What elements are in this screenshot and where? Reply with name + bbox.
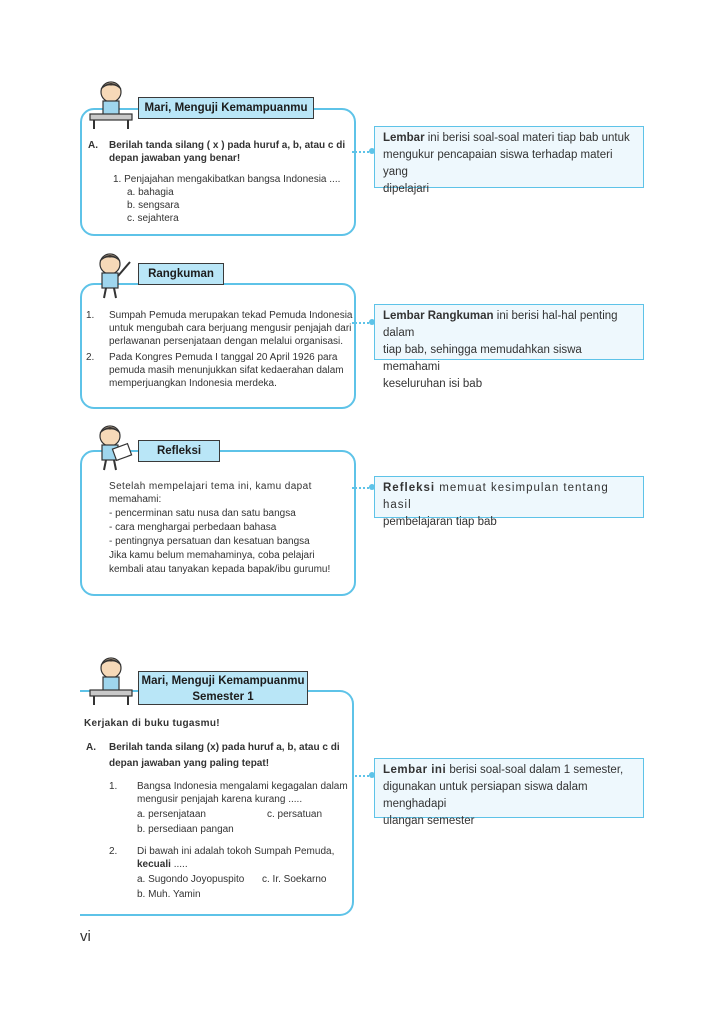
page-number: vi <box>80 928 91 945</box>
section1-title: Mari, Menguji Kemampuanmu <box>138 97 314 119</box>
section1-a-marker: A. <box>88 140 98 151</box>
section1-question: 1. Penjajahan mengakibatkan bangsa Indonesia .... <box>113 174 341 185</box>
q1-number: 1. <box>109 781 118 792</box>
student-waving-icon <box>88 250 138 300</box>
student-desk-icon <box>86 654 136 706</box>
section4-note-bold: Lembar ini <box>383 764 447 776</box>
q2-line2-tail: ..... <box>170 859 188 870</box>
section1-option-a: a. bahagia <box>127 187 174 198</box>
summary-item-2-line3: memperjuangkan Indonesia merdeka. <box>109 378 277 389</box>
q2-line2 <box>137 858 188 872</box>
section4-a-marker: A. <box>86 742 96 753</box>
q1-line1: Bangsa Indonesia mengalami kegagalan dalam <box>137 781 348 792</box>
section2-note-line3: keseluruhan isi bab <box>383 378 483 390</box>
reflection-line2: memahami: <box>109 494 162 505</box>
reflection-line1: Setelah mempelajari tema ini, kamu dapat <box>109 481 312 492</box>
q2-line1: Di bawah ini adalah tokoh Sumpah Pemuda, <box>137 846 335 857</box>
section4-title-line1: Mari, Menguji Kemampuanmu <box>141 675 305 687</box>
section1-note <box>374 126 644 195</box>
reflection-bullet-3: - pentingnya persatuan dan kesatuan bangsa <box>109 536 310 547</box>
section4-note-line1: berisi soal-soal dalam 1 semester, <box>446 764 624 776</box>
section4-instruction-line2: depan jawaban yang paling tepat! <box>109 758 270 769</box>
student-desk-icon <box>86 78 136 130</box>
student-reading-icon <box>88 422 138 472</box>
section2-title: Rangkuman <box>138 263 224 285</box>
reflection-bullet-1: - pencerminan satu nusa dan satu bangsa <box>109 508 296 519</box>
q2-option-c: c. Ir. Soekarno <box>262 874 327 885</box>
q2-option-b: b. Muh. Yamin <box>137 889 201 900</box>
q1-option-a: a. persenjataan <box>137 809 206 820</box>
summary-item-1-num: 1. <box>86 310 95 321</box>
section1-option-b: b. sengsara <box>127 200 180 211</box>
section4-instruction-line1: Berilah tanda silang (x) pada huruf a, b, atau c di <box>109 742 340 753</box>
q2-option-a: a. Sugondo Joyopuspito <box>137 874 245 885</box>
section4-note-line2: digunakan untuk persiapan siswa dalam menghadapi <box>383 781 588 810</box>
section4-note-line3: ulangan semester <box>383 815 475 827</box>
section4-note <box>374 758 644 827</box>
section2-note <box>374 304 644 390</box>
summary-item-2-line1: Pada Kongres Pemuda I tanggal 20 April 1926 para <box>109 352 338 363</box>
section3-note-bold: Refleksi <box>383 482 436 494</box>
section3-note-line2: pembelajaran tiap bab <box>383 516 497 528</box>
q2-number: 2. <box>109 846 118 857</box>
section3-note <box>374 476 644 528</box>
q1-option-b: b. persediaan pangan <box>137 824 234 835</box>
section1-instruction-line1: Berilah tanda silang ( x ) pada huruf a, b, atau c di <box>109 140 346 151</box>
q1-option-c: c. persatuan <box>267 809 323 820</box>
section1-note-bold: Lembar <box>383 132 425 144</box>
section2-note-line2: tiap bab, sehingga memudahkan siswa memahami <box>383 344 582 373</box>
summary-item-1-line2: untuk mengubah cara berjuang mengusir penjajah dari <box>109 323 352 334</box>
reflection-closing-2: kembali atau tanyakan kepada bapak/ibu gurumu! <box>109 564 331 575</box>
section1-note-line2: mengukur pencapaian siswa terhadap materi yang <box>383 149 613 178</box>
section4-title <box>138 671 308 705</box>
section1-note-line3: dipelajari <box>383 183 430 195</box>
summary-item-2-num: 2. <box>86 352 95 363</box>
section1-note-line1: ini berisi soal-soal materi tiap bab untuk <box>424 132 630 144</box>
section4-intro: Kerjakan di buku tugasmu! <box>84 718 220 729</box>
q1-line2: mengusir penjajah karena kurang ..... <box>137 794 303 805</box>
reflection-closing-1: Jika kamu belum memahaminya, coba pelajari <box>109 550 315 561</box>
reflection-bullet-2: - cara menghargai perbedaan bahasa <box>109 522 277 533</box>
section3-title: Refleksi <box>138 440 220 462</box>
summary-item-1-line3: perlawanan persenjataan dengan melalui organisasi. <box>109 336 344 347</box>
section2-note-line1: ini berisi hal-hal penting dalam <box>383 310 618 339</box>
section2-note-bold: Lembar Rangkuman <box>383 310 494 322</box>
section3-note-line1: memuat kesimpulan tentang hasil <box>383 482 609 511</box>
section4-title-line2: Semester 1 <box>192 691 254 703</box>
section1-option-c: c. sejahtera <box>127 213 179 224</box>
summary-item-1-line1: Sumpah Pemuda merupakan tekad Pemuda Indonesia <box>109 310 353 321</box>
section1-instruction-line2: depan jawaban yang benar! <box>109 153 241 164</box>
q2-kecuali: kecuali <box>137 859 171 870</box>
summary-item-2-line2: pemuda masih menunjukkan sifat kedaerahan dalam <box>109 365 344 376</box>
